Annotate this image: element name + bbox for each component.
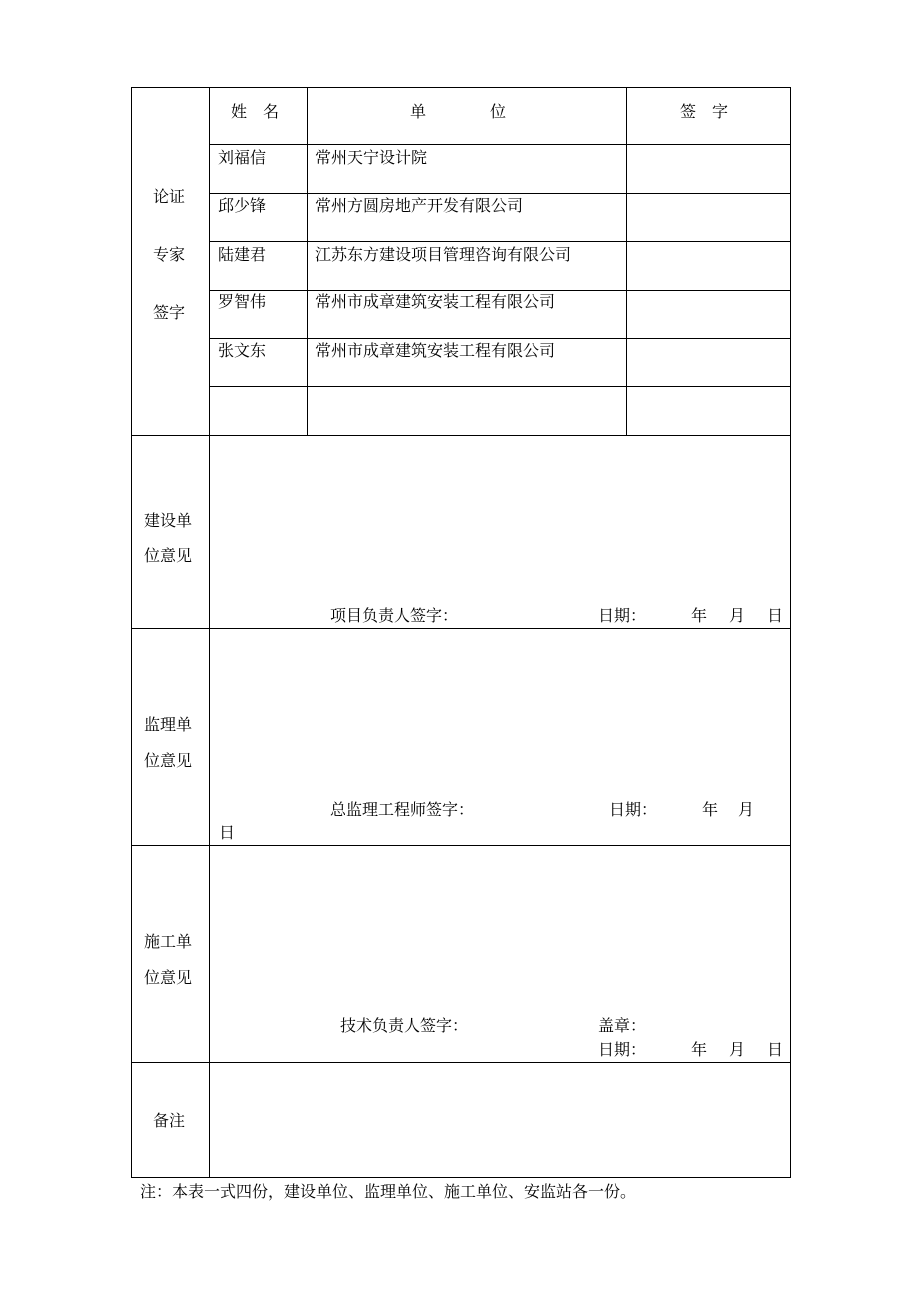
expert-name: 邱少锋 bbox=[218, 196, 267, 215]
construction-label-line-2: 位意见 bbox=[144, 546, 193, 565]
row-divider bbox=[210, 193, 790, 194]
expert-unit: 常州市成章建筑安装工程有限公司 bbox=[315, 341, 556, 360]
contractor-date-label: 日期： bbox=[598, 1040, 647, 1059]
expert-unit: 常州市成章建筑安装工程有限公司 bbox=[315, 292, 556, 311]
label-column-divider bbox=[209, 88, 210, 1177]
name-column-divider bbox=[307, 88, 308, 435]
row-divider bbox=[210, 338, 790, 339]
expert-name: 罗智伟 bbox=[218, 292, 267, 311]
row-divider bbox=[210, 290, 790, 291]
contractor-label-line-1: 施工单 bbox=[144, 932, 193, 951]
contractor-seal-label: 盖章： bbox=[598, 1016, 647, 1035]
experts-label-line-3: 签字 bbox=[153, 303, 186, 322]
section-divider bbox=[132, 628, 790, 629]
construction-month: 月 bbox=[729, 606, 746, 625]
contractor-day: 日 bbox=[767, 1040, 784, 1059]
construction-date-label: 日期： bbox=[598, 606, 647, 625]
supervision-signer-label: 总监理工程师签字： bbox=[330, 800, 475, 819]
unit-column-divider bbox=[626, 88, 627, 435]
construction-signer-label: 项目负责人签字： bbox=[330, 606, 459, 625]
row-divider bbox=[210, 386, 790, 387]
construction-year: 年 bbox=[691, 606, 708, 625]
row-divider bbox=[210, 144, 790, 145]
row-divider bbox=[210, 241, 790, 242]
header-signature: 签 字 bbox=[680, 102, 729, 121]
header-unit: 单 位 bbox=[410, 102, 507, 121]
contractor-label-line-2: 位意见 bbox=[144, 968, 193, 987]
expert-name: 张文东 bbox=[218, 341, 267, 360]
remarks-label: 备注 bbox=[153, 1111, 186, 1130]
section-divider bbox=[132, 435, 790, 436]
contractor-signer-label: 技术负责人签字： bbox=[340, 1016, 469, 1035]
experts-label-line-2: 专家 bbox=[153, 245, 186, 264]
construction-label-line-1: 建设单 bbox=[144, 511, 193, 530]
expert-unit: 常州天宁设计院 bbox=[315, 148, 428, 167]
contractor-year: 年 bbox=[691, 1040, 708, 1059]
supervision-label-line-1: 监理单 bbox=[144, 715, 193, 734]
expert-unit: 江苏东方建设项目管理咨询有限公司 bbox=[315, 245, 572, 264]
supervision-label-line-2: 位意见 bbox=[144, 751, 193, 770]
supervision-day: 日 bbox=[219, 823, 236, 842]
supervision-year: 年 bbox=[702, 800, 719, 819]
construction-day: 日 bbox=[767, 606, 784, 625]
contractor-month: 月 bbox=[729, 1040, 746, 1059]
footnote: 注：本表一式四份，建设单位、监理单位、施工单位、安监站各一份。 bbox=[140, 1182, 637, 1201]
section-divider bbox=[132, 845, 790, 846]
experts-label-line-1: 论证 bbox=[153, 187, 186, 206]
expert-name: 刘福信 bbox=[218, 148, 267, 167]
header-name: 姓 名 bbox=[231, 102, 280, 121]
expert-unit: 常州方圆房地产开发有限公司 bbox=[315, 196, 524, 215]
supervision-date-label: 日期： bbox=[609, 800, 658, 819]
expert-name: 陆建君 bbox=[218, 245, 267, 264]
supervision-month: 月 bbox=[738, 800, 755, 819]
section-divider bbox=[132, 1062, 790, 1063]
